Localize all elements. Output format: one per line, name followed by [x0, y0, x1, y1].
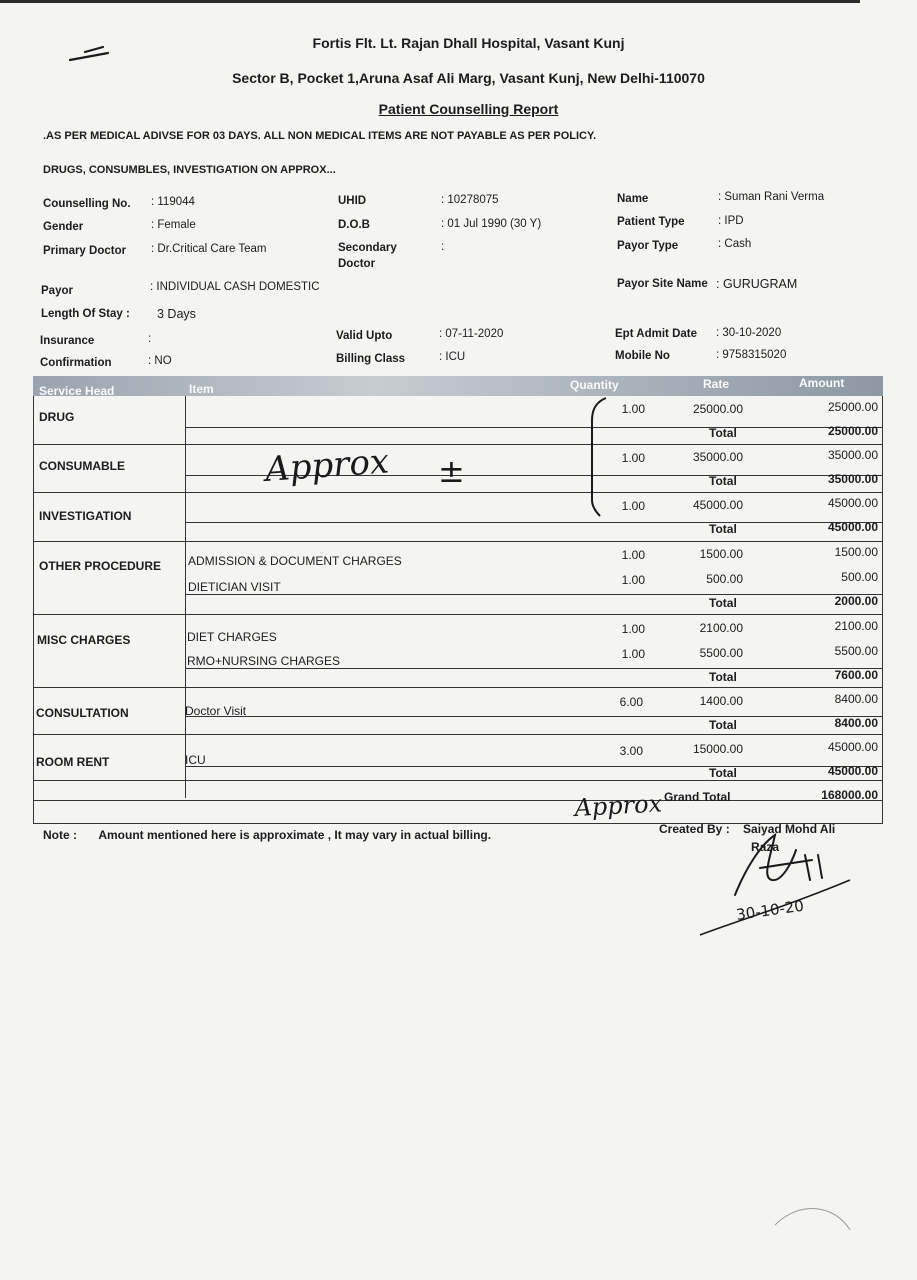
secondary-doctor-value: :: [441, 241, 445, 253]
other-procedure-rate-2: 500.00: [706, 572, 743, 586]
consultation-item: Doctor Visit: [185, 704, 247, 718]
consultation-total-label: Total: [709, 718, 737, 732]
gender-value: : Female: [151, 219, 196, 231]
service-consultation: CONSULTATION: [36, 706, 129, 720]
billing-class-label: Billing Class: [336, 353, 406, 365]
other-procedure-qty-1: 1.00: [621, 548, 645, 562]
room-rent-rate: 15000.00: [692, 742, 743, 756]
grand-total-value: 168000.00: [821, 788, 878, 802]
hospital-address: Sector B, Pocket 1,Aruna Asaf Ali Marg, Vasant Kunj, New Delhi-110070: [232, 70, 705, 86]
room-rent-total-label: Total: [709, 766, 737, 780]
confirmation-value: : NO: [148, 355, 172, 367]
bracket-mark: [592, 398, 606, 516]
created-by-name: Saiyad Mohd Ali: [743, 822, 836, 836]
consumable-qty: 1.00: [621, 451, 645, 465]
insurance-label: Insurance: [40, 335, 95, 347]
investigation-total-label: Total: [709, 522, 737, 536]
pen-stroke-mark: [70, 47, 108, 60]
created-by-name-line-2: Raza: [751, 840, 780, 854]
length-of-stay-value: 3 Days: [157, 307, 196, 321]
header-quantity: Quantity: [570, 378, 619, 392]
investigation-qty: 1.00: [621, 499, 645, 513]
created-by: [659, 822, 835, 836]
consumable-total-label: Total: [709, 474, 737, 488]
dob-label: D.O.B: [338, 219, 370, 231]
mobile-label: Mobile No: [615, 350, 670, 362]
note-text: Amount mentioned here is approximate , It may vary in actual billing.: [98, 828, 492, 842]
drug-total-label: Total: [709, 426, 737, 440]
misc-rate-1: 2100.00: [699, 621, 743, 635]
ept-admit-value: : 30-10-2020: [716, 327, 782, 339]
header-amount: Amount: [799, 376, 845, 390]
payor-label: Payor: [41, 285, 73, 297]
dob-value: : 01 Jul 1990 (30 Y): [441, 218, 542, 230]
consultation-total: 8400.00: [834, 716, 878, 730]
misc-item-2: RMO+NURSING CHARGES: [187, 654, 341, 668]
mobile-value: : 9758315020: [716, 349, 787, 361]
created-by-label: Created By :: [659, 822, 730, 836]
report-title: Patient Counselling Report: [378, 101, 559, 117]
misc-amount-2: 5500.00: [834, 644, 878, 658]
consultation-amount: 8400.00: [834, 692, 878, 706]
secondary-doctor-label-2: Doctor: [338, 258, 376, 270]
approx-handwriting-2: Approx: [573, 789, 663, 822]
service-investigation: INVESTIGATION: [39, 509, 132, 523]
room-rent-qty: 3.00: [619, 744, 643, 758]
investigation-amount: 45000.00: [827, 496, 878, 510]
header-rate: Rate: [703, 377, 730, 391]
investigation-rate: 45000.00: [692, 498, 743, 512]
counselling-no-label: Counselling No.: [43, 198, 131, 210]
other-procedure-item-1: ADMISSION & DOCUMENT CHARGES: [188, 554, 402, 568]
advisory-line-2: DRUGS, CONSUMBLES, INVESTIGATION ON APPROX...: [43, 164, 336, 176]
payor-type-label: Payor Type: [617, 240, 679, 252]
misc-rate-2: 5500.00: [699, 646, 743, 660]
footer-note: [43, 828, 491, 842]
service-room-rent: ROOM RENT: [36, 755, 110, 769]
length-of-stay-label: Length Of Stay :: [41, 308, 130, 320]
misc-amount-1: 2100.00: [834, 619, 878, 633]
billing-class-value: : ICU: [439, 351, 466, 363]
payor-site-label: Payor Site Name: [617, 278, 708, 290]
consultation-rate: 1400.00: [699, 694, 743, 708]
service-other-procedure: OTHER PROCEDURE: [39, 559, 162, 573]
counselling-no-value: : 119044: [151, 196, 195, 208]
room-rent-amount: 45000.00: [827, 740, 878, 754]
patient-type-value: : IPD: [718, 215, 744, 227]
investigation-total: 45000.00: [827, 520, 878, 534]
secondary-doctor-label: Secondary: [338, 242, 397, 254]
misc-qty-1: 1.00: [621, 622, 645, 636]
drug-total: 25000.00: [827, 424, 878, 438]
consultation-qty: 6.00: [619, 695, 643, 709]
room-rent-item: ICU: [185, 753, 206, 767]
other-procedure-rate-1: 1500.00: [699, 547, 743, 561]
hospital-name: Fortis Flt. Lt. Rajan Dhall Hospital, Vasant Kunj: [312, 35, 625, 51]
drug-rate: 25000.00: [692, 402, 743, 416]
plus-minus-handwriting: ±: [438, 452, 465, 490]
drug-amount: 25000.00: [827, 400, 878, 414]
other-procedure-amount-2: 500.00: [841, 570, 878, 584]
patient-type-label: Patient Type: [617, 216, 685, 228]
advisory-line-1: .AS PER MEDICAL ADIVSE FOR 03 DAYS. ALL NON MEDICAL ITEMS ARE NOT PAYABLE AS PER POLICY.: [43, 130, 597, 142]
other-procedure-total: 2000.00: [834, 594, 878, 608]
gender-label: Gender: [43, 221, 84, 233]
uhid-value: : 10278075: [441, 194, 499, 206]
grand-total-label: Grand Total: [664, 790, 731, 804]
header-service-head: Service Head: [39, 384, 115, 398]
consumable-rate: 35000.00: [692, 450, 743, 464]
note-label: Note :: [43, 828, 77, 842]
misc-qty-2: 1.00: [621, 647, 645, 661]
primary-doctor-label: Primary Doctor: [43, 245, 127, 257]
valid-upto-value: : 07-11-2020: [439, 328, 504, 340]
valid-upto-label: Valid Upto: [336, 330, 393, 342]
approx-handwriting-1: Approx: [263, 441, 391, 490]
misc-item-1: DIET CHARGES: [187, 630, 277, 644]
other-procedure-total-label: Total: [709, 596, 737, 610]
other-procedure-amount-1: 1500.00: [834, 545, 878, 559]
service-drug: DRUG: [39, 410, 75, 424]
handwritten-date: 30-10-20: [735, 896, 805, 924]
room-rent-total: 45000.00: [827, 764, 878, 778]
header-item: Item: [189, 382, 214, 396]
ept-admit-label: Ept Admit Date: [615, 328, 697, 340]
service-consumable: CONSUMABLE: [39, 459, 125, 473]
misc-total-label: Total: [709, 670, 737, 684]
name-label: Name: [617, 193, 649, 205]
misc-total: 7600.00: [834, 668, 878, 682]
confirmation-label: Confirmation: [40, 357, 112, 369]
consumable-total: 35000.00: [827, 472, 878, 486]
payor-value: : INDIVIDUAL CASH DOMESTIC: [150, 281, 320, 293]
consumable-amount: 35000.00: [827, 448, 878, 462]
payor-site-value: : GURUGRAM: [716, 277, 798, 291]
uhid-label: UHID: [338, 195, 367, 207]
primary-doctor-value: : Dr.Critical Care Team: [151, 243, 267, 255]
service-misc-charges: MISC CHARGES: [37, 633, 131, 647]
other-procedure-item-2: DIETICIAN VISIT: [188, 580, 281, 594]
other-procedure-qty-2: 1.00: [621, 573, 645, 587]
name-value: : Suman Rani Verma: [718, 191, 825, 203]
drug-qty: 1.00: [621, 402, 645, 416]
insurance-value: :: [148, 333, 152, 345]
payor-type-value: : Cash: [718, 238, 752, 250]
page-fold-mark: [775, 1209, 850, 1230]
